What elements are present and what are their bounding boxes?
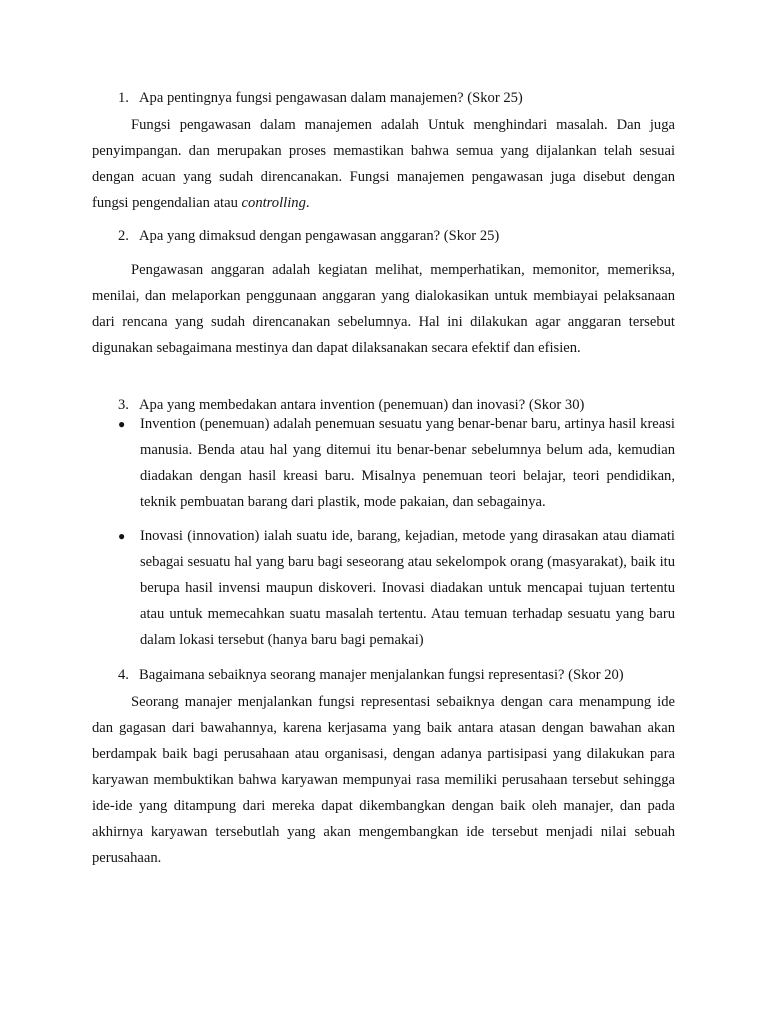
question-number: 3.	[118, 397, 129, 413]
bullet-text: Invention (penemuan) adalah penemuan sesuatu yang benar-benar baru, artinya hasil kreasi manusia. Benda atau hal yang ditemui itu benar-benar sebelumnya belum ada, kemudian diadakan dengan hasil kreasi baru. Misalnya penemuan teori belajar, teori pendidikan, teknik pembuatan barang dari plastik, mode pakaian, dan sebagainya.	[140, 416, 675, 510]
question-number: 1.	[118, 90, 129, 106]
question-text: Apa pentingnya fungsi pengawasan dalam manajemen? (Skor 25)	[139, 90, 523, 106]
question-text: Bagaimana sebaiknya seorang manajer menjalankan fungsi representasi? (Skor 20)	[139, 667, 624, 683]
bullet-icon: ●	[118, 417, 126, 431]
list-item	[118, 411, 675, 515]
question-1	[118, 88, 688, 108]
bullet-icon: ●	[118, 529, 126, 543]
bullet-text: Inovasi (innovation) ialah suatu ide, barang, kejadian, metode yang dirasakan atau diamati sebagai sesuatu hal yang baru bagi seseorang atau sekelompok orang (masyarakat), baik itu berupa hasil invensi maupun diskoveri. Inovasi diadakan untuk mencapai tujuan tertentu atau untuk memecahkan suatu masalah tertentu. Atau temuan terhadap sesuatu yang baru dalam lokasi tersebut (hanya baru bagi pemakai)	[140, 528, 675, 648]
answer-italic-term: controlling	[241, 195, 306, 211]
answer-1	[92, 112, 675, 216]
question-4	[118, 665, 688, 685]
answer-3-bullet-list	[118, 411, 675, 653]
answer-text: Fungsi pengawasan dalam manajemen adalah Untuk menghindari masalah. Dan juga penyimpangan. dan merupakan proses memastikan bahwa semua yang dijalankan telah sesuai dengan acuan yang sudah direncanakan. Fungsi manajemen pengawasan juga disebut dengan fungsi pengendalian atau	[92, 117, 675, 211]
answer-4: Seorang manajer menjalankan fungsi representasi sebaiknya dengan cara menampung ide dan gagasan dari bawahannya, karena kerjasama yang baik antara atasan dengan bawahan akan berdampak baik bagi perusahaan atau organisasi, dengan adanya partisipasi yang dilakukan para karyawan membuktikan bahwa karyawan mempunyai rasa memiliki perusahaan tersebut sehingga ide-ide yang ditampung dari mereka dapat dikembangkan dengan baik oleh manajer, dan pada akhirnya karyawan tersebutlah yang akan mengembangkan ide tersebut menjadi nilai sebuah perusahaan.	[92, 694, 675, 866]
question-text: Apa yang membedakan antara invention (penemuan) dan inovasi? (Skor 30)	[139, 397, 585, 413]
question-2	[118, 226, 688, 246]
answer-end: .	[305, 195, 310, 211]
answer-2: Pengawasan anggaran adalah kegiatan melihat, memperhatikan, memonitor, memeriksa, menilai, dan melaporkan penggunaan anggaran yang dialokasikan untuk membiayai pelaksanaan dari rencana yang sudah direncanakan sebelumnya. Hal ini dilakukan agar anggaran tersebut digunakan sebagaimana mestinya dan dapat dilaksanakan secara efektif dan efisien.	[92, 262, 675, 356]
question-number: 4.	[118, 667, 129, 683]
list-item	[118, 523, 675, 653]
question-text: Apa yang dimaksud dengan pengawasan anggaran? (Skor 25)	[139, 228, 500, 244]
question-number: 2.	[118, 228, 129, 244]
